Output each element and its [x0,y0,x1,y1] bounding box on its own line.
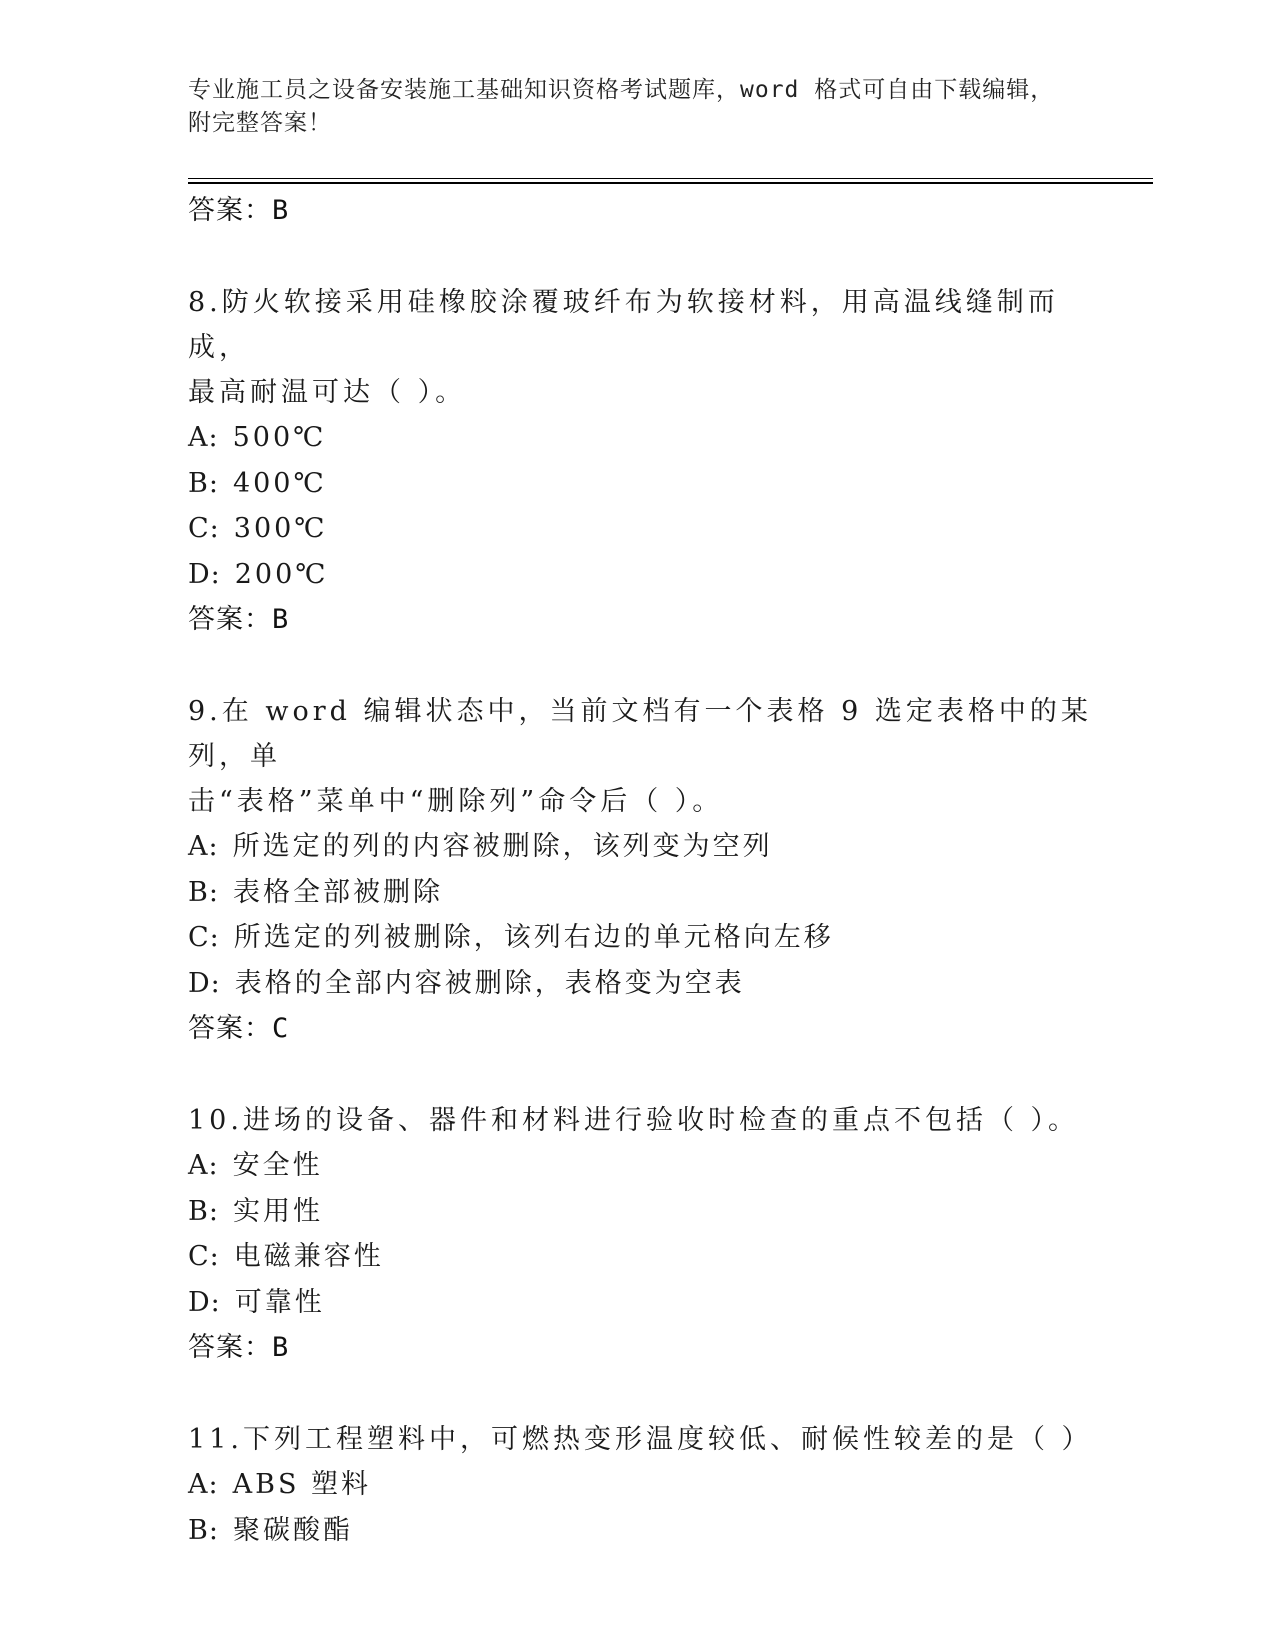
header-line-1: 专业施工员之设备安装施工基础知识资格考试题库，word 格式可自由下载编辑， [188,77,1055,103]
option-key: C: [188,922,220,953]
option-text: 聚碳酸酯 [232,1514,353,1546]
option-text: 400℃ [232,467,327,499]
header-line-2: 附完整答案！ [188,110,332,136]
option-key: C: [188,513,220,544]
option-text: 200℃ [234,558,329,590]
option-d [188,961,1108,1007]
option-text: 所选定的列的内容被删除，该列变为空列 [232,831,773,862]
option-key: B: [188,1195,219,1227]
answer: 答案：B [188,604,290,635]
option-key: B: [188,876,219,908]
option-text: 表格的全部内容被删除，表格变为空表 [234,967,745,999]
option-a [188,824,1108,870]
answer: 答案：B [188,1332,290,1363]
question-text-line-1: 10.进场的设备、器件和材料进行验收时检查的重点不包括（ ）。 [188,1105,1080,1136]
question-text-line-1: 11.下列工程塑料中，可燃热变形温度较低、耐候性较差的是（ ） [188,1424,1093,1455]
option-key: A: [188,1150,219,1181]
question-text-line-2: 击“表格”菜单中“删除列”命令后（ ）。 [188,786,724,817]
option-d [188,1280,1108,1326]
option-c [188,506,1108,552]
option-a [188,1462,1108,1508]
question-9 [188,689,1108,1051]
option-c [188,1234,1108,1280]
previous-answer: 答案：B [188,195,290,226]
document-header [188,74,1088,140]
question-8 [188,280,1108,642]
header-divider-thin [188,178,1153,179]
option-key: D: [188,1286,221,1318]
answer: 答案：C [188,1013,290,1044]
option-c [188,915,1108,961]
option-text: 表格全部被删除 [232,876,443,908]
option-text: ABS 塑料 [232,1469,372,1500]
option-text: 500℃ [232,422,327,453]
option-text: 可靠性 [234,1286,325,1318]
question-list [188,188,1108,1553]
header-divider-thick [188,182,1153,184]
option-key: A: [188,1469,219,1500]
option-text: 实用性 [232,1195,323,1227]
option-text: 所选定的列被删除，该列右边的单元格向左移 [233,922,834,953]
option-text: 安全性 [232,1150,323,1181]
option-key: A: [188,831,219,862]
option-key: D: [188,558,221,590]
question-text-line-2: 最高耐温可达（ ）。 [188,377,467,408]
question-text-line-1: 8.防火软接采用硅橡胶涂覆玻纤布为软接材料，用高温线缝制而成， [188,287,1059,363]
option-b [188,870,1108,916]
option-a [188,1143,1108,1189]
question-text-line-1: 9.在 word 编辑状态中，当前文档有一个表格 9 选定表格中的某列，单 [188,696,1092,772]
option-key: A: [188,422,219,453]
option-key: C: [188,1241,220,1272]
option-key: B: [188,1514,219,1546]
option-text: 300℃ [233,513,328,544]
question-11 [188,1417,1108,1553]
option-d [188,552,1108,598]
option-key: D: [188,967,221,999]
option-a [188,415,1108,461]
option-key: B: [188,467,219,499]
option-b [188,1508,1108,1554]
option-b [188,1189,1108,1235]
question-10 [188,1098,1108,1370]
option-text: 电磁兼容性 [233,1241,384,1272]
option-b [188,461,1108,507]
